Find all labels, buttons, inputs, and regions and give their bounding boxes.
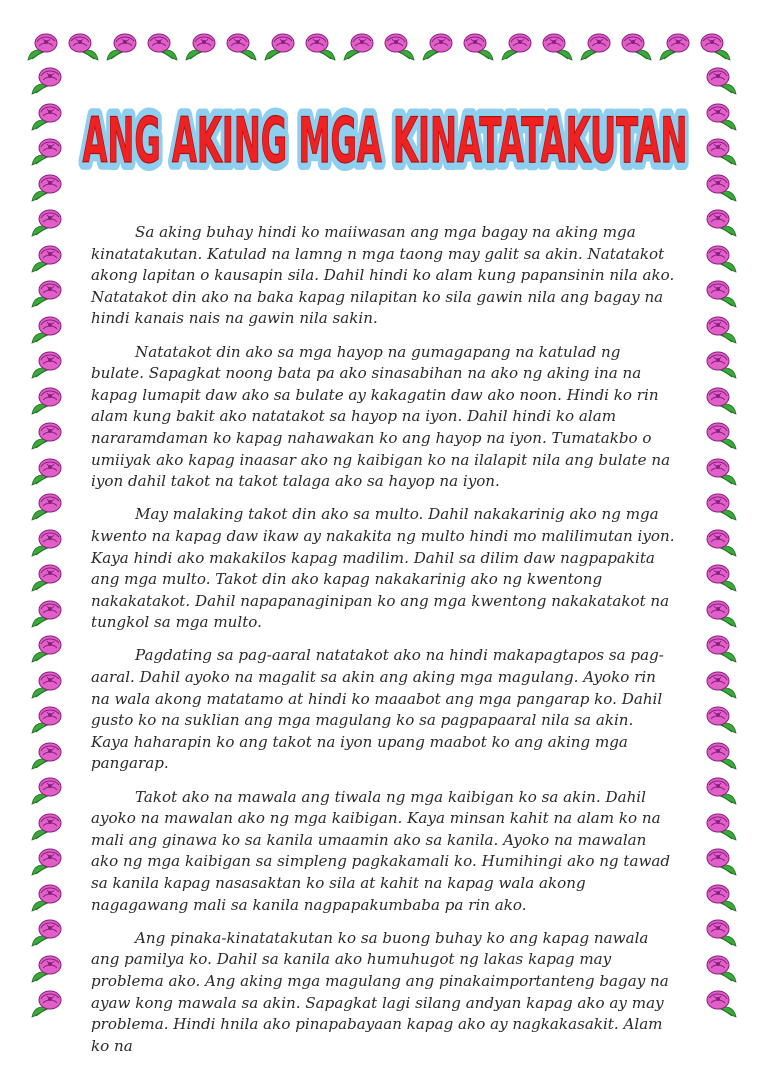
pink-rose-with-green-leaf-icon — [702, 739, 740, 773]
pink-rose-with-green-leaf-icon — [577, 30, 615, 64]
pink-rose-with-green-leaf-icon — [702, 916, 740, 950]
pink-rose-with-green-leaf-icon — [702, 277, 740, 311]
pink-rose-with-green-leaf-icon — [702, 668, 740, 702]
pink-rose-with-green-leaf-icon — [28, 100, 66, 134]
pink-rose-with-green-leaf-icon — [28, 561, 66, 595]
pink-rose-with-green-leaf-icon — [28, 384, 66, 418]
floral-border-top — [24, 28, 744, 68]
pink-rose-with-green-leaf-icon — [103, 30, 141, 64]
pink-rose-with-green-leaf-icon — [702, 845, 740, 879]
pink-rose-with-green-leaf-icon — [28, 952, 66, 986]
pink-rose-with-green-leaf-icon — [702, 64, 740, 98]
pink-rose-with-green-leaf-icon — [459, 30, 497, 64]
pink-rose-with-green-leaf-icon — [28, 206, 66, 240]
pink-rose-with-green-leaf-icon — [222, 30, 260, 64]
pink-rose-with-green-leaf-icon — [28, 739, 66, 773]
pink-rose-with-green-leaf-icon — [419, 30, 457, 64]
pink-rose-with-green-leaf-icon — [28, 987, 66, 1021]
pink-rose-with-green-leaf-icon — [28, 845, 66, 879]
pink-rose-with-green-leaf-icon — [28, 135, 66, 169]
pink-rose-with-green-leaf-icon — [702, 242, 740, 276]
pink-rose-with-green-leaf-icon — [702, 419, 740, 453]
pink-rose-with-green-leaf-icon — [696, 30, 734, 64]
pink-rose-with-green-leaf-icon — [702, 703, 740, 737]
pink-rose-with-green-leaf-icon — [702, 987, 740, 1021]
pink-rose-with-green-leaf-icon — [702, 774, 740, 808]
pink-rose-with-green-leaf-icon — [702, 632, 740, 666]
pink-rose-with-green-leaf-icon — [702, 455, 740, 489]
pink-rose-with-green-leaf-icon — [340, 30, 378, 64]
pink-rose-with-green-leaf-icon — [702, 135, 740, 169]
pink-rose-with-green-leaf-icon — [617, 30, 655, 64]
pink-rose-with-green-leaf-icon — [498, 30, 536, 64]
floral-border-right — [694, 64, 744, 1024]
pink-rose-with-green-leaf-icon — [28, 419, 66, 453]
essay-body — [91, 222, 675, 1069]
pink-rose-with-green-leaf-icon — [656, 30, 694, 64]
pink-rose-with-green-leaf-icon — [380, 30, 418, 64]
pink-rose-with-green-leaf-icon — [702, 313, 740, 347]
pink-rose-with-green-leaf-icon — [28, 242, 66, 276]
pink-rose-with-green-leaf-icon — [28, 916, 66, 950]
pink-rose-with-green-leaf-icon — [702, 100, 740, 134]
pink-rose-with-green-leaf-icon — [702, 206, 740, 240]
pink-rose-with-green-leaf-icon — [702, 526, 740, 560]
paragraph-2: Natatakot din ako sa mga hayop na gumagapang na katulad ng bulate. Sapagkat noong bata pa ako sinasabihan na ako ng aking ina na kapag lumapit daw ako sa bulate ay kakagatin daw ako noon. Hindi ko rin alam kung bakit ako natatakot sa hayop na iyon. Dahil hindi ko alam nararamdaman ko kapag nahawakan ko ang hayop na iyon. Tumatakbo o umiiyak ako kapag inaasar ako ng kaibigan ko na ilalapit nila ang bulate na iyon dahil takot na takot talaga ako sa hayop na iyon. — [91, 342, 671, 491]
pink-rose-with-green-leaf-icon — [28, 881, 66, 915]
title-text: ANG AKING MGA KINATATAKUTAN — [82, 104, 688, 177]
paragraph-4: Pagdating sa pag-aaral natatakot ako na hindi makapagtapos sa pag-aaral. Dahil ayoko na magalit sa akin ang aking mga magulang. Ayoko rin na wala akong matatamo at hindi ko maaabot ang mga pangarap ko. Dahil gusto ko na suklian ang mga magulang ko sa pagpapaaral nila sa akin. Kaya haharapin ko ang takot na iyon upang maabot ko ang aking mga pangarap. — [91, 646, 664, 773]
pink-rose-with-green-leaf-icon — [28, 774, 66, 808]
pink-rose-with-green-leaf-icon — [702, 810, 740, 844]
paragraph-1: Sa aking buhay hindi ko maiiwasan ang mga bagay na aking mga kinatatakutan. Katulad na lamng n mga taong may galit sa akin. Natatakot akong lapitan o kausapin sila. Dahil hindi ko alam kung papansinin nila ako. Natatakot din ako na baka kapag nilapitan ko sila gawin nila ang bagay na hindi kanais nais na gawin nila sakin. — [91, 223, 675, 328]
paragraph-6: Ang pinaka-kinatatakutan ko sa buong buhay ko ang kapag nawala ang pamilya ko. Dahil sa kanila ako humuhugot ng lakas kapag may problema ako. Ang aking mga magulang ang pinakaimportanteng bagay na ayaw kong mawala sa akin. Sapagkat lagi silang andyan kapag ako ay may problema. Hindi hnila ako pinapabayaan kapag ako ay nagkakasakit. Alam ko na — [91, 928, 669, 1055]
pink-rose-with-green-leaf-icon — [28, 277, 66, 311]
title-glow-text: ANG AKING MGA KINATATAKUTAN — [82, 104, 688, 177]
pink-rose-with-green-leaf-icon — [28, 64, 66, 98]
pink-rose-with-green-leaf-icon — [28, 703, 66, 737]
pink-rose-with-green-leaf-icon — [28, 632, 66, 666]
pink-rose-with-green-leaf-icon — [28, 526, 66, 560]
pink-rose-with-green-leaf-icon — [702, 561, 740, 595]
pink-rose-with-green-leaf-icon — [24, 30, 62, 64]
floral-border-left — [24, 64, 74, 1024]
pink-rose-with-green-leaf-icon — [28, 455, 66, 489]
pink-rose-with-green-leaf-icon — [702, 597, 740, 631]
pink-rose-with-green-leaf-icon — [64, 30, 102, 64]
pink-rose-with-green-leaf-icon — [702, 348, 740, 382]
pink-rose-with-green-leaf-icon — [702, 952, 740, 986]
pink-rose-with-green-leaf-icon — [702, 171, 740, 205]
pink-rose-with-green-leaf-icon — [538, 30, 576, 64]
pink-rose-with-green-leaf-icon — [28, 171, 66, 205]
pink-rose-with-green-leaf-icon — [301, 30, 339, 64]
pink-rose-with-green-leaf-icon — [28, 668, 66, 702]
pink-rose-with-green-leaf-icon — [143, 30, 181, 64]
page-title — [70, 82, 700, 192]
paragraph-3: May malaking takot din ako sa multo. Dahil nakakarinig ako ng mga kwento na kapag daw ikaw ay nakakita ng multo hindi mo malilimutan iyon. Kaya hindi ako makakilos kapag madilim. Dahil sa dilim daw nagpapakita ang mga multo. Takot din ako kapag nakakarinig ako ng kwentong nakakatakot. Dahil napapanaginipan ko ang mga kwentong nakakatakot na tungkol sa mga multo. — [91, 505, 675, 632]
pink-rose-with-green-leaf-icon — [182, 30, 220, 64]
pink-rose-with-green-leaf-icon — [28, 597, 66, 631]
pink-rose-with-green-leaf-icon — [28, 313, 66, 347]
pink-rose-with-green-leaf-icon — [702, 881, 740, 915]
pink-rose-with-green-leaf-icon — [28, 490, 66, 524]
pink-rose-with-green-leaf-icon — [702, 384, 740, 418]
paragraph-5: Takot ako na mawala ang tiwala ng mga kaibigan ko sa akin. Dahil ayoko na mawalan ako ng mga kaibigan. Kaya minsan kahit na alam ko na mali ang ginawa ko sa kanila umaamin ako sa kanila. Ayoko na mawalan ako ng mga kaibigan sa simpleng pagkakamali ko. Humihingi ako ng tawad sa kanila kapag nasasaktan ko sila at kahit na kapag wala akong nagagawang mali sa kanila nagpapakumbaba pa rin ako. — [91, 787, 671, 914]
pink-rose-with-green-leaf-icon — [28, 810, 66, 844]
pink-rose-with-green-leaf-icon — [28, 348, 66, 382]
pink-rose-with-green-leaf-icon — [261, 30, 299, 64]
pink-rose-with-green-leaf-icon — [702, 490, 740, 524]
